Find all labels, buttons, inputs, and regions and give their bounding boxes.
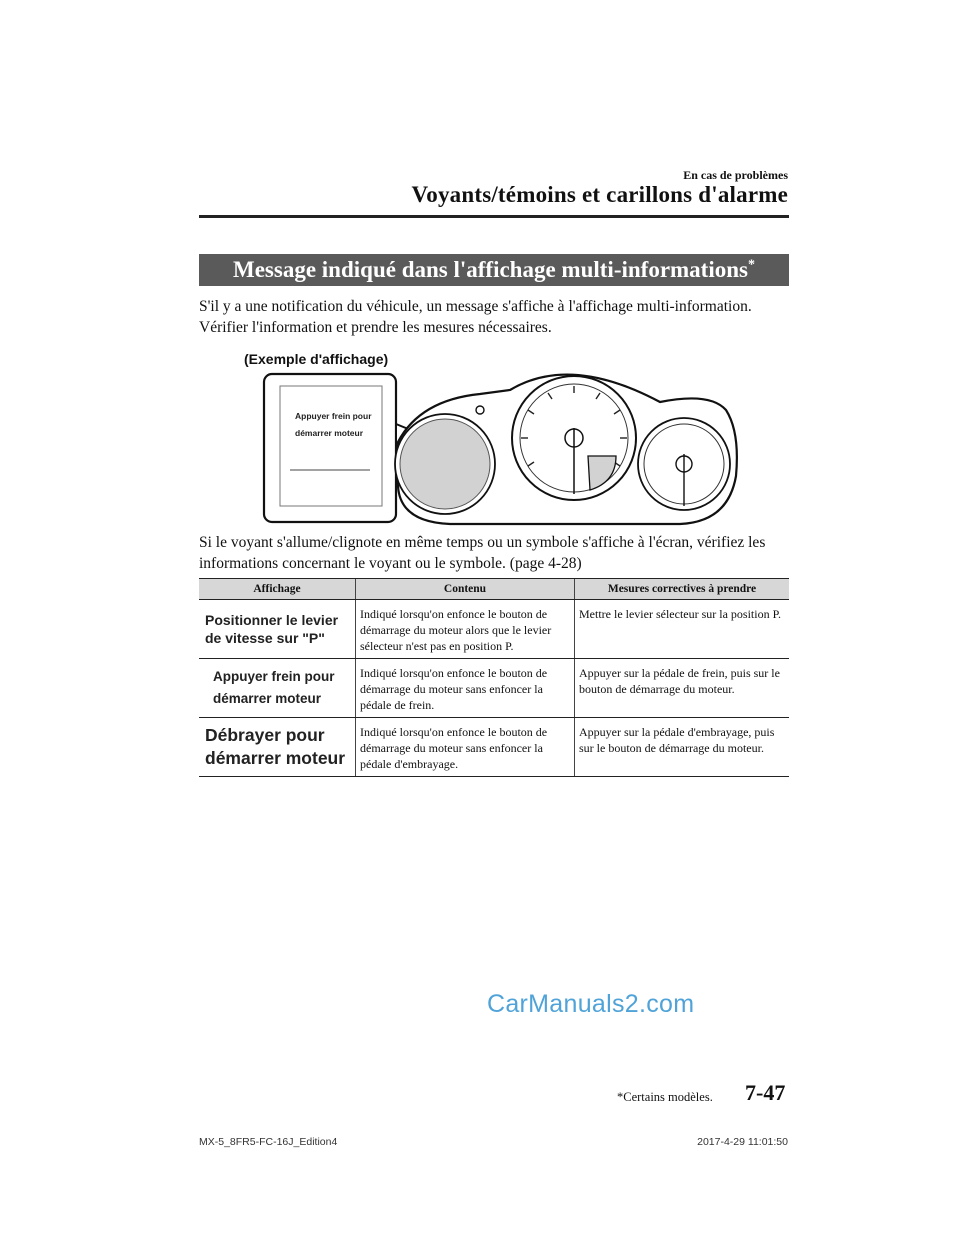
page-header-title: Voyants/témoins et carillons d'alarme bbox=[411, 182, 788, 207]
header-mesures: Mesures correctives à prendre bbox=[575, 579, 790, 600]
page-number: 7-47 bbox=[745, 1080, 786, 1105]
display-message-line: Positionner le levier bbox=[205, 612, 339, 628]
message-table bbox=[199, 578, 789, 777]
display-message-line: Appuyer frein pour bbox=[213, 669, 335, 684]
display-message-line: de vitesse sur "P" bbox=[205, 630, 325, 646]
action-cell: Mettre le levier sélecteur sur la position P. bbox=[575, 600, 790, 659]
section-asterisk: * bbox=[747, 257, 755, 273]
figure-caption: (Exemple d'affichage) bbox=[244, 351, 389, 367]
section-title-bar bbox=[199, 254, 789, 286]
action-cell: Appuyer sur la pédale de frein, puis sur le bouton de démarrage du moteur. bbox=[575, 659, 790, 718]
callout-screen-line-2: démarrer moteur bbox=[295, 428, 364, 438]
section-title: Message indiqué dans l'affichage multi-informations bbox=[233, 257, 748, 282]
content-cell: Indiqué lorsqu'on enfonce le bouton de démarrage du moteur sans enfoncer la pédale de frein. bbox=[356, 659, 575, 718]
display-message-cell bbox=[199, 718, 356, 777]
indicator-icon bbox=[476, 406, 484, 414]
table-header-row bbox=[199, 579, 789, 600]
intro-paragraph bbox=[199, 296, 799, 338]
header-affichage: Affichage bbox=[199, 579, 356, 600]
callout-screen-line-1: Appuyer frein pour bbox=[295, 411, 372, 421]
content-cell: Indiqué lorsqu'on enfonce le bouton de démarrage du moteur alors que le levier sélecteur n'est pas en position P. bbox=[356, 600, 575, 659]
after-line-2: informations concernant le voyant ou le symbole. (page 4-28) bbox=[199, 555, 582, 572]
display-message-cell bbox=[199, 659, 356, 718]
after-line-1: Si le voyant s'allume/clignote en même temps ou un symbole s'affiche à l'écran, vérifiez les bbox=[199, 534, 766, 551]
table-row bbox=[199, 718, 789, 777]
display-message-line: Débrayer pour bbox=[205, 725, 325, 745]
display-message-line: démarrer moteur bbox=[205, 748, 346, 768]
footer-timestamp: 2017-4-29 11:01:50 bbox=[697, 1136, 788, 1148]
action-cell: Appuyer sur la pédale d'embrayage, puis sur le bouton de démarrage du moteur. bbox=[575, 718, 790, 777]
content-cell: Indiqué lorsqu'on enfonce le bouton de démarrage du moteur sans enfoncer la pédale d'embrayage. bbox=[356, 718, 575, 777]
instrument-cluster-figure bbox=[240, 346, 740, 531]
header-contenu: Contenu bbox=[356, 579, 575, 600]
header-rule bbox=[199, 215, 789, 218]
display-message-cell bbox=[199, 600, 356, 659]
footnote: *Certains modèles. bbox=[617, 1090, 713, 1104]
intro-line-2: Vérifier l'information et prendre les mesures nécessaires. bbox=[199, 319, 552, 336]
table-row bbox=[199, 600, 789, 659]
intro-line-1: S'il y a une notification du véhicule, un message s'affiche à l'affichage multi-information. bbox=[199, 298, 752, 315]
watermark-logo: CarManuals2.com bbox=[487, 990, 695, 1018]
footer-doc-id: MX-5_8FR5-FC-16J_Edition4 bbox=[199, 1136, 338, 1148]
cluster-illustration bbox=[240, 346, 740, 526]
after-figure-paragraph bbox=[199, 532, 799, 574]
callout-screen bbox=[280, 386, 382, 506]
table-row bbox=[199, 659, 789, 718]
multi-information-display bbox=[400, 419, 490, 509]
chapter-label: En cas de problèmes bbox=[683, 168, 788, 182]
display-message-line: démarrer moteur bbox=[213, 691, 322, 706]
